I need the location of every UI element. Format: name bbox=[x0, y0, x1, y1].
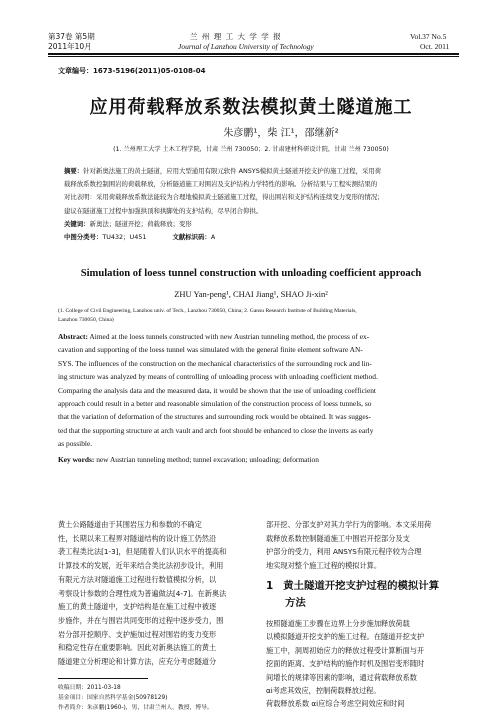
abstract-en-line: cavation and supporting of the loess tunnel was simulated with the general finite element software AN- bbox=[58, 345, 363, 355]
affiliation-en-line: Lanzhou 730050, China) bbox=[58, 317, 114, 323]
header-date-en: Oct. 2011 bbox=[420, 42, 450, 51]
abstract-en-line: Comparing the analysis data and the measured data, it would be shown that the use of unloading coefficient bbox=[58, 385, 376, 395]
authors-cn: 朱彦鹏¹，柴 江¹，邵继新² bbox=[223, 128, 339, 139]
body-line: αi考虑其效应，控制荷载释放过程。 bbox=[266, 686, 381, 696]
header-rule-thick bbox=[48, 53, 459, 55]
abstract-en-line: SYS. The influences of the construction on the mechanical characteristics of the surrounding rock and lin- bbox=[58, 358, 372, 368]
article-id: 文章编号：1673-5196(2011)05-0108-04 bbox=[58, 67, 206, 75]
authors-en: ZHU Yan-peng¹, CHAI Jiang¹, SHAO Ji-xin² bbox=[174, 289, 328, 299]
body-line: 隧道建立分析理论和计算方法，应充分考虑隧道分 bbox=[58, 657, 217, 667]
abstract-cn bbox=[64, 165, 444, 244]
body-line: 按照隧道施工步骤在边界上分步施加释放荷载 bbox=[266, 619, 410, 628]
abstract-cn-label: 摘要： bbox=[64, 167, 84, 175]
header-volume-cn: 第37卷 第5期 bbox=[48, 32, 95, 41]
header-volume-en: Vol.37 No.5 bbox=[410, 32, 447, 41]
body-line: 荷载释放系数 αi应综合考虑空间效应和时间 bbox=[266, 699, 405, 709]
body-line: 性，长期以来工程界对隧道结构的设计施工仍然沿 bbox=[58, 533, 217, 543]
body-line: 部开挖、分部支护对其力学行为的影响。本文采用荷 bbox=[266, 520, 432, 529]
title-en: Simulation of loess tunnel construction with unloading coefficient approach bbox=[80, 268, 422, 279]
abstract-en-label: Abstract: bbox=[58, 332, 88, 341]
clc-text: TU432；U451 bbox=[102, 233, 147, 242]
affiliation-en bbox=[58, 307, 458, 325]
abstract-en-line: Aimed at the loess tunnels constructed with new Austrian tunneling method, the process of ex- bbox=[89, 332, 370, 341]
header-date-cn: 2011年10月 bbox=[48, 42, 92, 51]
affiliation-en-line: (1. College of Civil Engineering, Lanzhou univ. of Tech., Lanzhou 730050, China; 2. Gansu Research Institute of Building Materials, bbox=[58, 308, 357, 314]
body-line: 间增长的规律等因素的影响，通过荷载释放系数 bbox=[266, 672, 417, 682]
body-line: 岩分部开挖顺序、支护施加过程对围岩的变力变形 bbox=[58, 629, 217, 639]
abstract-en-line: ted that the supporting structure at arch vault and arch foot should be enhanced to close the inverts as early bbox=[58, 425, 374, 435]
body-line: 挖面的距离、支护结构的施作时机及围岩变形随时 bbox=[266, 659, 425, 669]
abstract-en-line: approach could result in a better and reasonable simulation of the construction process of loess tunnels, so bbox=[58, 399, 372, 409]
title-cn: 应用荷载释放系数法模拟黄土隧道施工 bbox=[89, 97, 413, 118]
body-line: 施工中，洞周初始应力的释放过程受计算断面与开 bbox=[266, 645, 425, 655]
abstract-cn-line: 对比表明：采用荷载释放系数法能较为合理地模拟黄土隧道施工过程，得出围岩和支护结构连续变力变形的情况； bbox=[64, 193, 384, 202]
header-journal-en: Journal of Lanzhou University of Technology bbox=[178, 42, 314, 51]
footnote-received: 收稿日期：2011-03-18 bbox=[58, 685, 121, 691]
abstract-cn-line: 载释放系数控制围岩的荷载释放，分析隧道施工对围岩及支护结构力学特性的影响。分析结果与工程实测结果的 bbox=[64, 180, 378, 189]
body-line: 袭工程类比法[1-3]，但是随着人们认识水平的提高和 bbox=[58, 547, 227, 557]
header-journal-cn: 兰 州 理 工 大 学 学 报 bbox=[190, 32, 282, 41]
doc-code-text: A bbox=[210, 233, 216, 242]
clc-label: 中图分类号： bbox=[64, 233, 103, 242]
section-number: 1 bbox=[266, 580, 274, 592]
section-title-line: 黄土隧道开挖支护过程的模拟计算 bbox=[283, 580, 440, 592]
abstract-cn-line: 针对新奥法施工的黄土隧道，应用大型通用有限元软件 ANSYS模拟黄土隧道开挖支护的施工过程，采用荷 bbox=[83, 167, 382, 175]
section-title-line: 方法 bbox=[285, 597, 306, 609]
body-line: 载释放系数控制隧道施工中围岩开挖部分及支 bbox=[266, 533, 410, 543]
body-line: 和稳定性存在重要影响。因此对新奥法施工的黄土 bbox=[58, 643, 217, 653]
header-rule-thin bbox=[48, 56, 459, 57]
footnotes bbox=[58, 683, 213, 713]
abstract-en bbox=[58, 330, 456, 466]
footnote-fund: 基金项目：国家自然科学基金(50978129) bbox=[58, 695, 168, 701]
left-column-body bbox=[58, 518, 254, 669]
doc-code-label: 文献标识码： bbox=[172, 233, 211, 242]
body-line: 步施作，并在与围岩共同变形的过程中逐步受力，围 bbox=[58, 615, 224, 625]
keywords-cn-label: 关键词： bbox=[64, 219, 90, 228]
section-heading-1 bbox=[266, 578, 462, 612]
body-line: 有限元方法对隧道施工过程进行数值模拟分析，以 bbox=[58, 574, 217, 584]
body-line: 考察设计参数的合理性成为普遍做法[4-7]。在新奥法 bbox=[58, 588, 227, 598]
abstract-en-line: ing structure was analyzed by means of controlling of unloading process with unloading coefficient method. bbox=[58, 372, 378, 382]
keywords-en-text: new Austrian tunneling method; tunnel excavation; unloading; deformation bbox=[96, 454, 319, 464]
body-line: 以模拟隧道开挖支护的施工过程。在隧道开挖支护 bbox=[266, 632, 425, 642]
affiliation-cn: (1. 兰州理工大学 土木工程学院，甘肃 兰州 730050；2. 甘肃建材科研设计院，甘肃 兰州 730050) bbox=[113, 146, 389, 153]
keywords-cn-text: 新奥法；隧道开挖；荷载释放；变形 bbox=[89, 219, 192, 228]
body-line: 地实现对整个施工过程的模拟计算。 bbox=[266, 561, 382, 571]
body-line: 黄土公路隧道由于其围岩压力和参数的不确定 bbox=[58, 520, 202, 529]
footnote-rule bbox=[58, 678, 148, 679]
footnote-author: 作者简介：朱彦鹏(1960-)，男，甘肃兰州人，教授，博导。 bbox=[58, 705, 213, 711]
right-column-bottom bbox=[266, 617, 462, 711]
abstract-cn-line: 建议在隧道施工过程中加强拱顶和拱脚处的支护结构，尽早闭合仰拱。 bbox=[64, 206, 263, 215]
abstract-en-line: as possible. bbox=[58, 439, 93, 449]
body-line: 施工的黄土隧道中，支护结构是在施工过程中被逐 bbox=[58, 602, 217, 612]
right-column-top bbox=[266, 518, 462, 573]
keywords-en-label: Key words: bbox=[58, 454, 95, 464]
body-line: 计算技术的发展，近年来结合类比法初步设计，利用 bbox=[58, 561, 224, 571]
abstract-en-line: that the variation of deformation of the structures and surrounding rock would be obtained. It was sugges- bbox=[58, 412, 371, 422]
body-line: 护部分的受力，利用 ANSYS有限元程序较为合理 bbox=[266, 547, 422, 557]
